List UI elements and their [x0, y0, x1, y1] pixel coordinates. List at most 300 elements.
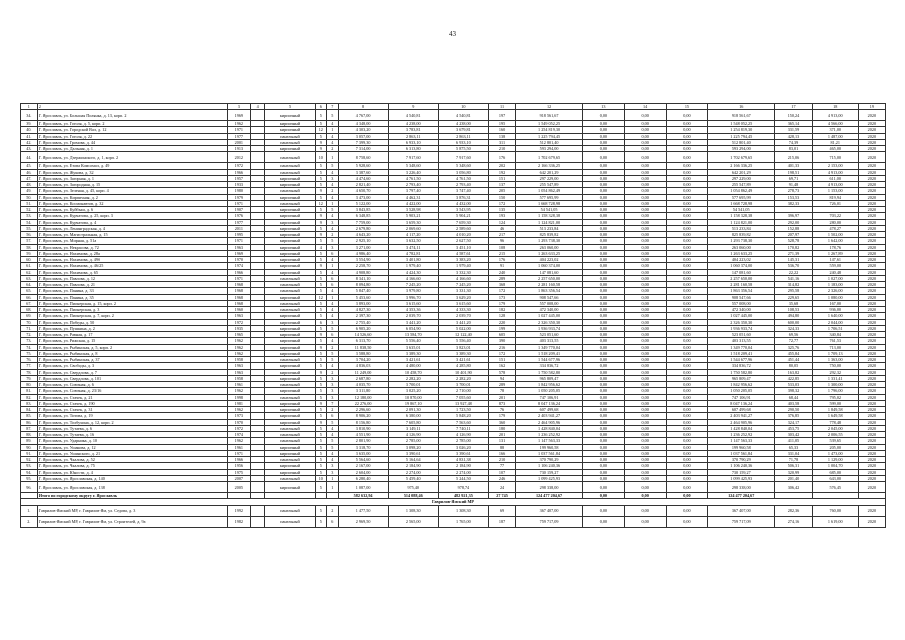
table-cell: 3 996,70	[388, 294, 438, 300]
table-cell: 0,00	[666, 175, 708, 181]
table-cell: 172	[488, 350, 515, 356]
table-cell: 5 564,60	[338, 457, 388, 463]
table-cell: 3	[227, 104, 250, 110]
table-cell: 108	[488, 244, 515, 250]
table-cell: 73.	[21, 338, 38, 344]
table-cell: 0,00	[666, 444, 708, 450]
table-cell: 199 960,58	[708, 444, 775, 450]
table-cell: 306,42	[775, 482, 813, 493]
table-cell: 2	[327, 407, 338, 413]
table-cell: 0,00	[666, 388, 708, 394]
table-cell: 908 547,66	[708, 294, 775, 300]
table-cell: 46	[488, 225, 515, 231]
table-cell: 2 274,00	[438, 469, 488, 475]
table-cell: 4 474,60	[338, 175, 388, 181]
table-cell: 403 313,55	[516, 338, 583, 344]
table-cell: 0,00	[624, 319, 666, 325]
table-cell: 4 566,00	[812, 121, 858, 127]
table-cell: 0,00	[666, 200, 708, 206]
table-cell: 147,61	[812, 257, 858, 263]
table-cell: 605	[488, 332, 515, 338]
table-cell: 215	[488, 250, 515, 256]
table-cell: 1 153,00	[812, 188, 858, 194]
table-cell: 1 080,00	[812, 294, 858, 300]
table-cell: 16	[708, 104, 775, 110]
table-cell: 523 051,60	[516, 332, 583, 338]
table-cell: 0,00	[624, 288, 666, 294]
table-cell: 2020	[858, 438, 885, 444]
table-cell: 2020	[858, 294, 885, 300]
table-cell: 599,00	[812, 400, 858, 406]
table-cell: 513 233,84	[516, 225, 583, 231]
table-cell: 5	[327, 163, 338, 169]
table-cell: 74.	[21, 344, 38, 350]
table-cell: 6	[327, 413, 338, 419]
table-cell: кирпичный	[265, 313, 315, 319]
table-cell: 2	[327, 146, 338, 152]
table-cell: 4 913,00	[812, 169, 858, 175]
table-cell: 63.	[21, 275, 38, 281]
table-cell: 7 740,11	[438, 425, 488, 431]
table-cell: 150	[488, 194, 515, 200]
table-cell: 0,00	[582, 300, 624, 306]
table-cell: 0,00	[582, 152, 624, 163]
table-cell: 80,05	[775, 363, 813, 369]
table-cell: 3 226,40	[388, 169, 438, 175]
table-cell: 4	[327, 338, 338, 344]
table-cell: 1 706,51	[812, 325, 858, 331]
table-cell: 4	[327, 121, 338, 127]
table-cell: 179	[488, 300, 515, 306]
table-cell: 1958	[227, 357, 250, 363]
table-cell: 0,00	[666, 475, 708, 481]
table-cell: 4 035,70	[338, 382, 388, 388]
table-cell: 1 518 209,41	[708, 350, 775, 356]
table-cell: 1 263 633,25	[708, 250, 775, 256]
table-cell: 54 541,05	[708, 207, 775, 213]
table-cell: 1998	[227, 394, 250, 400]
table-cell: 0,00	[624, 369, 666, 375]
table-cell: 0,00	[582, 363, 624, 369]
table-cell: 5 556,40	[388, 338, 438, 344]
table-cell: 1 723,50	[438, 407, 488, 413]
table-cell: 5	[315, 282, 326, 288]
table-cell: 2020	[858, 469, 885, 475]
table-cell: 0,00	[666, 432, 708, 438]
table-cell: 2 793,40	[438, 182, 488, 188]
table-cell: 936,00	[812, 307, 858, 313]
table-cell: 162	[488, 363, 515, 369]
table-cell: 1968	[227, 282, 250, 288]
table-cell: 873	[488, 400, 515, 406]
table-cell: 69,56	[775, 332, 813, 338]
table-cell: кирпичный	[265, 207, 315, 213]
table-cell: 82.	[21, 394, 38, 400]
table-cell: 7 917,60	[388, 152, 438, 163]
table-cell: 58.	[21, 244, 38, 250]
table-cell: 0,00	[582, 400, 624, 406]
table-cell: 1 054 862,49	[708, 188, 775, 194]
apartment-buildings-table	[20, 103, 886, 528]
table-cell: 759 717,09	[516, 516, 583, 527]
table-cell: 0,00	[582, 175, 624, 181]
table-cell: 2005	[227, 482, 250, 493]
table-cell: 4	[327, 213, 338, 219]
table-cell: 0,00	[624, 238, 666, 244]
table-cell: кирпичный	[265, 194, 315, 200]
table-cell: 0,00	[624, 121, 666, 127]
table-cell	[250, 482, 265, 493]
table-cell: 12	[315, 127, 326, 133]
table-cell: 0,00	[582, 394, 624, 400]
table-cell: 92.	[21, 457, 38, 463]
table-cell: 14	[624, 104, 666, 110]
table-cell: панельный	[265, 169, 315, 175]
table-cell: 176	[488, 257, 515, 263]
table-cell: 730 159,27	[516, 469, 583, 475]
table-cell: 9	[315, 344, 326, 350]
table-cell: 66.	[21, 294, 38, 300]
table-cell: 6	[315, 319, 326, 325]
table-cell: 5 904,21	[438, 213, 488, 219]
table-cell: 4 303,20	[338, 127, 388, 133]
table-cell: 1 668 728,98	[516, 200, 583, 206]
page-number: 43	[449, 30, 456, 38]
table-cell: 3 528,98	[388, 207, 438, 213]
table-cell: 396,97	[775, 213, 813, 219]
table-cell: 3	[327, 469, 338, 475]
table-cell: 0,00	[582, 463, 624, 469]
table-cell: кирпичный	[265, 375, 315, 381]
table-cell: 0,00	[582, 163, 624, 169]
table-cell: 2 257 650,00	[708, 275, 775, 281]
table-cell: 5 244,50	[438, 475, 488, 481]
table-cell: 0,00	[582, 146, 624, 152]
table-cell: 2 184,90	[438, 463, 488, 469]
table-cell: 1 349 770,04	[708, 344, 775, 350]
table-cell: 2020	[858, 394, 885, 400]
table-cell: панельный	[265, 394, 315, 400]
table-cell: 47.	[21, 175, 38, 181]
table-cell: 1 158 328,38	[708, 213, 775, 219]
table-cell: 8 156,80	[338, 419, 388, 425]
table-cell: 0,00	[582, 413, 624, 419]
table-cell: 2020	[858, 188, 885, 194]
table-cell: 3 843,85	[338, 207, 388, 213]
table-cell: 44.	[21, 152, 38, 163]
table-cell: 178,76	[812, 244, 858, 250]
table-cell: 15	[666, 104, 708, 110]
table-cell: 4 782,81	[388, 250, 438, 256]
table-row	[21, 516, 886, 527]
table-cell: панельный	[265, 300, 315, 306]
table-cell: 0,00	[624, 182, 666, 188]
table-cell: 0,00	[624, 194, 666, 200]
table-cell: кирпичный	[265, 325, 315, 331]
table-cell: 1976	[227, 213, 250, 219]
table-cell: кирпичный	[265, 332, 315, 338]
table-cell: 514 088,46	[388, 493, 438, 499]
table-cell: 2020	[858, 307, 885, 313]
table-cell: 8	[338, 104, 388, 110]
table-cell: 4	[327, 257, 338, 263]
table-cell: 1 363,00	[812, 357, 858, 363]
table-cell: 1	[327, 475, 338, 481]
table-cell: 2020	[858, 388, 885, 394]
table-cell: 147 081,60	[708, 269, 775, 275]
table-cell: 5	[315, 463, 326, 469]
table-cell: Г. Ярославль, ул. Загорная, д. 1	[37, 175, 227, 181]
table-cell: 2 039,70	[438, 313, 488, 319]
table-cell: 297 229,00	[708, 175, 775, 181]
table-cell: 0,00	[666, 482, 708, 493]
table-cell: 3	[327, 319, 338, 325]
table-cell: 1 502,00	[812, 232, 858, 238]
table-cell: 3 893,00	[338, 300, 388, 306]
table-cell: 61.	[21, 263, 38, 269]
table-cell: 12 122,40	[438, 332, 488, 338]
table-cell: 4	[327, 450, 338, 456]
table-cell: 0,00	[666, 133, 708, 139]
table-cell: 331,59	[775, 127, 813, 133]
table-cell: 12 180,00	[338, 394, 388, 400]
table-cell: 0,00	[624, 282, 666, 288]
table-cell: 10 458,70	[388, 369, 438, 375]
table-cell: 229,65	[775, 294, 813, 300]
table-cell: 0,00	[624, 169, 666, 175]
table-cell: 0,00	[666, 263, 708, 269]
table-cell: 0,00	[624, 432, 666, 438]
table-cell: 1 709,13	[812, 350, 858, 356]
table-cell: 2020	[858, 121, 885, 127]
table-cell: 0,00	[624, 244, 666, 250]
table-cell: 172	[488, 200, 515, 206]
table-cell: 1962	[227, 350, 250, 356]
table-cell: 1963	[227, 363, 250, 369]
table-cell: 0,00	[666, 219, 708, 225]
table-cell: 0,00	[666, 357, 708, 363]
table-cell: 0,00	[582, 238, 624, 244]
table-cell: 0,00	[666, 438, 708, 444]
table-cell: 5	[315, 425, 326, 431]
table-cell: 533,03	[775, 382, 813, 388]
table-cell: 4 424,30	[388, 269, 438, 275]
table-cell: 9	[315, 400, 326, 406]
table-cell: 5	[327, 357, 338, 363]
table-cell: 1 349 770,04	[516, 344, 583, 350]
table-cell: 5	[315, 257, 326, 263]
table-cell: 607 499,68	[708, 407, 775, 413]
table-cell: 7 399,30	[338, 139, 388, 145]
table-cell: 367 407,00	[516, 505, 583, 516]
table-cell: 0,00	[624, 438, 666, 444]
table-cell: 8 047 136,24	[516, 400, 583, 406]
table-cell: 85.	[21, 413, 38, 419]
table-cell: 88.	[21, 432, 38, 438]
table-cell: Г. Ярославль, ул. Ушинского, д. 21	[37, 450, 227, 456]
table-cell: Г. Ярославль, ул. Свердлова, д. 7	[37, 369, 227, 375]
table-cell	[250, 516, 265, 527]
table-cell: 88	[488, 444, 515, 450]
table-cell: 76	[488, 407, 515, 413]
table-cell: 19	[858, 104, 885, 110]
table-cell: 0,00	[624, 146, 666, 152]
table-cell: 210	[488, 146, 515, 152]
table-cell: 9	[315, 139, 326, 145]
table-cell: 50.	[21, 194, 38, 200]
table-cell: 69	[488, 505, 515, 516]
table-cell: 0,00	[666, 294, 708, 300]
table-cell: Г. Ярославль, ул. Дзержинского, д. 1, корп. 2	[37, 152, 227, 163]
table-cell: Г. Ярославль, ул. Некрасова, д. 72	[37, 244, 227, 250]
table-cell: 1965	[227, 332, 250, 338]
table-cell: 0,00	[666, 338, 708, 344]
table-cell: панельный	[265, 357, 315, 363]
table-cell: 56.	[21, 232, 38, 238]
table-cell: 1981	[227, 400, 250, 406]
table-cell: 5	[315, 450, 326, 456]
table-cell: 5	[315, 307, 326, 313]
table-cell: 11	[488, 104, 515, 110]
table-cell: 173	[488, 294, 515, 300]
table-cell: 4 238,00	[438, 121, 488, 127]
table-cell: 90.	[21, 444, 38, 450]
table-cell: 4	[327, 457, 338, 463]
table-cell: 1971	[227, 275, 250, 281]
table-cell: панельный	[265, 382, 315, 388]
table-cell: 1 225 794,45	[708, 133, 775, 139]
table-cell: Г. Ярославль, ул. Нахимова, д. 46/25	[37, 263, 227, 269]
table-cell: 1 300,00	[812, 382, 858, 388]
table-cell: 0,00	[582, 263, 624, 269]
table-cell: 0,00	[666, 425, 708, 431]
table-cell: 2020	[858, 282, 885, 288]
table-cell: 1966	[227, 269, 250, 275]
table-cell: 3 025,20	[388, 388, 438, 394]
table-cell: 91.	[21, 450, 38, 456]
table-cell: 1 027 445,00	[708, 313, 775, 319]
table-cell: 2020	[858, 232, 885, 238]
table-cell: 1961	[227, 382, 250, 388]
table-cell: 138	[488, 133, 515, 139]
table-cell: 289	[488, 275, 515, 281]
table-cell: 0,00	[582, 307, 624, 313]
table-cell: 180	[488, 425, 515, 431]
table-cell: 96.	[21, 482, 38, 493]
table-cell: Г. Ярославль, ул. Магистральная, д. 15	[37, 232, 227, 238]
table-cell: 107	[488, 469, 515, 475]
table-cell: 135	[488, 207, 515, 213]
table-cell: 1974	[227, 263, 250, 269]
table-cell: 280,00	[812, 219, 858, 225]
table-cell: 3 554,90	[338, 257, 388, 263]
table-cell: 60.	[21, 257, 38, 263]
table-cell: 192	[488, 169, 515, 175]
table-cell: 43.	[21, 146, 38, 152]
table-cell: 1 124 821,00	[516, 219, 583, 225]
table-cell: 2 258,70	[338, 263, 388, 269]
table-cell: 1	[327, 127, 338, 133]
table-cell: 2	[327, 344, 338, 350]
table-cell: Г. Ярославль, ул. Равная, д. 17	[37, 332, 227, 338]
table-cell: 0,00	[624, 444, 666, 450]
table-cell: 5	[315, 313, 326, 319]
table-cell: 6 933,10	[438, 139, 488, 145]
table-cell: 2020	[858, 225, 885, 231]
table-cell: 76.	[21, 357, 38, 363]
table-cell: 642 201,29	[708, 169, 775, 175]
table-cell: 5 348,60	[388, 163, 438, 169]
table-cell: 1962	[227, 121, 250, 127]
table-cell: 207,97	[775, 232, 813, 238]
table-cell: 726,01	[812, 200, 858, 206]
table-cell: 292,00	[775, 219, 813, 225]
table-cell: 0,00	[582, 332, 624, 338]
table-cell: панельный	[265, 282, 315, 288]
table-cell: 331,04	[775, 450, 813, 456]
table-cell: Г. Ярославль, ул. Нахимова, д. 49б	[37, 257, 227, 263]
table-cell: 13 927,48	[438, 400, 488, 406]
table-cell: 0,00	[666, 469, 708, 475]
table-cell: 220	[488, 319, 515, 325]
table-cell: 246	[488, 475, 515, 481]
table-cell: 0,00	[624, 400, 666, 406]
table-cell: 1 544 677,96	[516, 357, 583, 363]
table-cell: 2020	[858, 175, 885, 181]
table-cell: 8 758,60	[338, 152, 388, 163]
table-cell: 0,00	[624, 300, 666, 306]
table-cell: 2020	[858, 407, 885, 413]
table-cell: 713,00	[812, 344, 858, 350]
table-cell: Г. Ярославль, ул. Стачек, д. 31	[37, 407, 227, 413]
table-cell: 1 054 862,49	[516, 188, 583, 194]
table-cell: кирпичный	[265, 244, 315, 250]
table-cell: 0,00	[666, 163, 708, 169]
table-cell: Г. Ярославль, ул. Мирная, д. 51а	[37, 238, 227, 244]
table-cell: 0,00	[666, 375, 708, 381]
table-cell: 0,00	[624, 457, 666, 463]
table-cell: Г. Ярославль, ул. Панина, д. 33	[37, 288, 227, 294]
table-cell: 6	[315, 104, 326, 110]
table-cell: 0,00	[582, 338, 624, 344]
table-cell: 95.	[21, 475, 38, 481]
table-cell: 64.	[21, 282, 38, 288]
table-cell: 2 687,80	[338, 375, 388, 381]
table-cell: 0,00	[624, 516, 666, 527]
table-cell: 5	[315, 269, 326, 275]
table-cell: 5	[315, 350, 326, 356]
table-cell: 1971	[227, 238, 250, 244]
table-cell: 1 428 840,04	[708, 425, 775, 431]
table-cell: 3 311,80	[338, 388, 388, 394]
table-cell: 2020	[858, 344, 885, 350]
table-cell: 4	[327, 432, 338, 438]
table-cell: 54.	[21, 219, 38, 225]
table-cell: кирпичный	[265, 363, 315, 369]
table-cell: 0,00	[666, 146, 708, 152]
table-cell: 5	[315, 407, 326, 413]
table-cell: 78	[488, 388, 515, 394]
table-cell: 2 785,00	[388, 438, 438, 444]
table-cell: 0,00	[666, 463, 708, 469]
table-cell: Г. Ярославль, ул. Тутаева, д. 6	[37, 425, 227, 431]
table-cell: Г. Ярославль, ул. Нахимова, д. 28а	[37, 250, 227, 256]
table-cell: 3	[327, 244, 338, 250]
table-cell: 2020	[858, 219, 885, 225]
table-cell: 2 397,30	[338, 313, 388, 319]
table-cell: 3 098,20	[388, 444, 438, 450]
table-cell: 4	[327, 269, 338, 275]
